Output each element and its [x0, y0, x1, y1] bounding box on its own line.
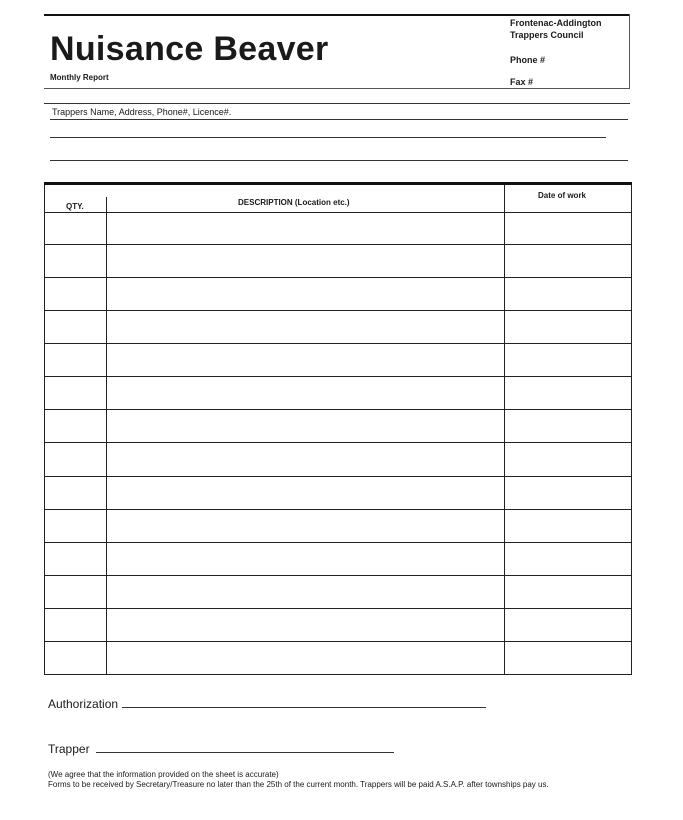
date-cell[interactable]: [504, 245, 632, 278]
authorization-line[interactable]: [122, 707, 486, 708]
description-cell[interactable]: [106, 576, 504, 609]
qty-cell[interactable]: [44, 477, 106, 510]
trapper-info-line-1[interactable]: [50, 119, 628, 120]
fax-label: Fax #: [510, 77, 534, 87]
date-cell[interactable]: [504, 477, 632, 510]
date-cell[interactable]: [504, 311, 632, 344]
trapper-info-rule-top: [44, 103, 630, 104]
submission-note: Forms to be received by Secretary/Treasure no later than the 25th of the current month. Trappers will be paid A.S.A.P. after townships pay us.: [48, 780, 549, 789]
accuracy-statement: (We agree that the information provided on the sheet is accurate): [48, 770, 279, 779]
header-right-rule: [629, 14, 630, 88]
table-row: [44, 377, 632, 410]
table-row: [44, 444, 632, 477]
trapper-info-label: Trappers Name, Address, Phone#, Licence#.: [52, 107, 232, 117]
description-cell[interactable]: [106, 543, 504, 576]
qty-cell[interactable]: [44, 278, 106, 311]
description-cell[interactable]: [106, 311, 504, 344]
table-row: [44, 410, 632, 443]
date-cell[interactable]: [504, 543, 632, 576]
qty-cell[interactable]: [44, 642, 106, 675]
qty-header: QTY.: [66, 202, 84, 211]
qty-cell[interactable]: [44, 212, 106, 245]
table-row: [44, 543, 632, 576]
table-row: [44, 576, 632, 609]
qty-cell[interactable]: [44, 444, 106, 477]
trapper-signature-line[interactable]: [96, 752, 394, 753]
qty-cell[interactable]: [44, 377, 106, 410]
table-row: [44, 477, 632, 510]
date-cell[interactable]: [504, 609, 632, 642]
qty-cell[interactable]: [44, 410, 106, 443]
authorization-label: Authorization: [48, 697, 119, 711]
description-cell[interactable]: [106, 344, 504, 377]
description-cell[interactable]: [106, 245, 504, 278]
table-row: [44, 510, 632, 543]
table-row: [44, 344, 632, 377]
qty-cell[interactable]: [44, 609, 106, 642]
table-top-rule: [44, 182, 632, 185]
qty-cell[interactable]: [44, 311, 106, 344]
council-name-line2: Trappers Council: [510, 30, 584, 40]
form-title: Nuisance Beaver: [50, 30, 329, 68]
trapper-signature-label: Trapper: [48, 742, 90, 756]
qty-cell[interactable]: [44, 543, 106, 576]
date-cell[interactable]: [504, 576, 632, 609]
header-top-rule: [44, 14, 630, 16]
table-row: [44, 278, 632, 311]
table-row: [44, 245, 632, 278]
qty-cell[interactable]: [44, 510, 106, 543]
date-cell[interactable]: [504, 377, 632, 410]
table-row: [44, 609, 632, 642]
date-cell[interactable]: [504, 344, 632, 377]
description-cell[interactable]: [106, 444, 504, 477]
date-cell[interactable]: [504, 278, 632, 311]
date-cell[interactable]: [504, 444, 632, 477]
qty-cell[interactable]: [44, 344, 106, 377]
description-cell[interactable]: [106, 212, 504, 245]
date-cell[interactable]: [504, 410, 632, 443]
phone-label: Phone #: [510, 55, 546, 65]
date-cell[interactable]: [504, 510, 632, 543]
description-cell[interactable]: [106, 642, 504, 675]
description-cell[interactable]: [106, 477, 504, 510]
date-cell[interactable]: [504, 212, 632, 245]
council-name: [510, 17, 602, 41]
description-cell[interactable]: [106, 278, 504, 311]
table-row-rule: [44, 674, 632, 675]
description-cell[interactable]: [106, 377, 504, 410]
council-name-line1: Frontenac-Addington: [510, 18, 602, 28]
trapper-info-line-2[interactable]: [50, 137, 606, 138]
form-subtitle: Monthly Report: [50, 73, 109, 82]
table-row: [44, 311, 632, 344]
description-cell[interactable]: [106, 510, 504, 543]
description-cell[interactable]: [106, 609, 504, 642]
date-header: Date of work: [538, 191, 587, 200]
table-row: [44, 212, 632, 245]
trapper-info-line-3[interactable]: [50, 160, 628, 161]
qty-cell[interactable]: [44, 245, 106, 278]
qty-cell[interactable]: [44, 576, 106, 609]
table-row: [44, 642, 632, 675]
description-cell[interactable]: [106, 410, 504, 443]
description-header: DESCRIPTION (Location etc.): [238, 198, 350, 207]
date-cell[interactable]: [504, 642, 632, 675]
header-bottom-rule: [44, 88, 630, 89]
